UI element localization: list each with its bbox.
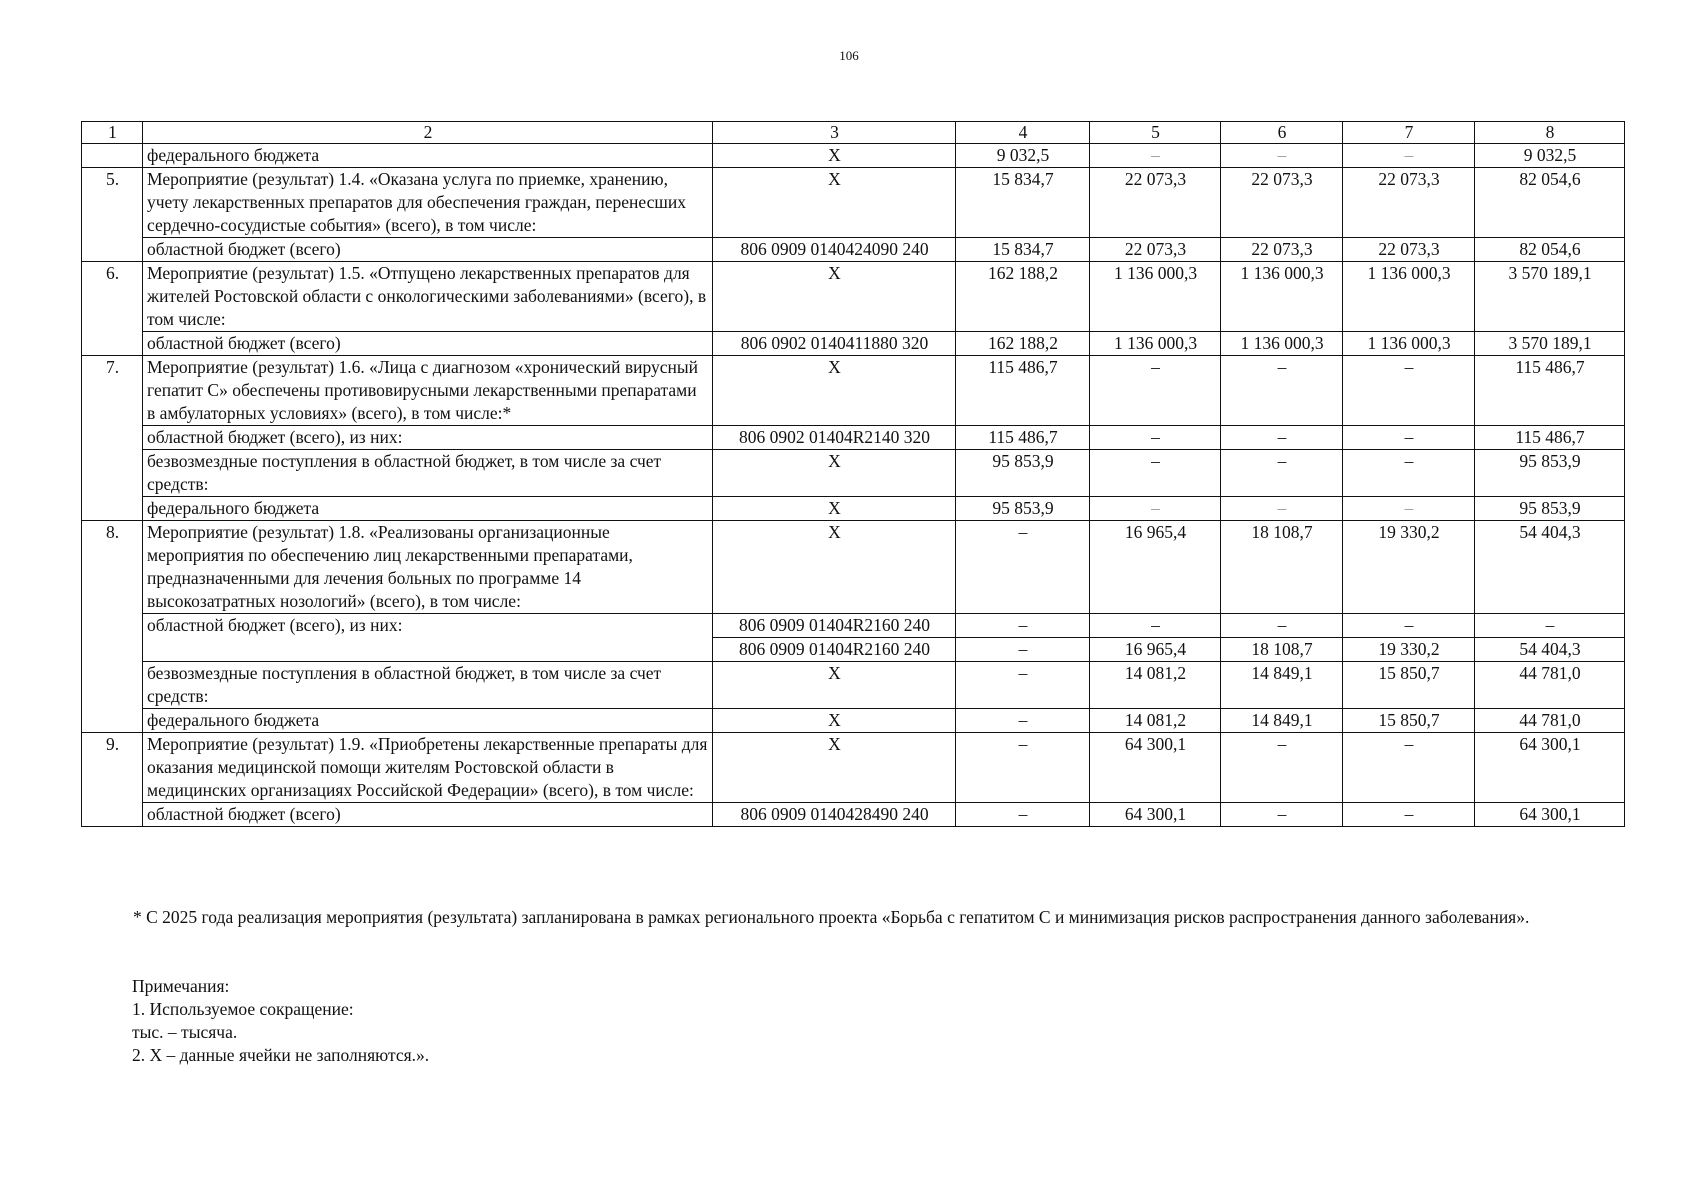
amount-cell-8: –: [1475, 614, 1625, 638]
amount-cell-4: –: [956, 709, 1090, 733]
amount-cell-4: –: [956, 614, 1090, 638]
description-cell: федерального бюджета: [143, 144, 713, 168]
budget-code-cell: X: [713, 168, 956, 238]
description-cell: областной бюджет (всего), из них:: [143, 614, 713, 662]
amount-cell-5: 14 081,2: [1090, 662, 1221, 709]
table-header-row: [82, 122, 1625, 144]
table-row: [82, 521, 1625, 614]
budget-code-cell: X: [713, 262, 956, 332]
budget-code-cell: X: [713, 709, 956, 733]
amount-cell-7: –: [1343, 450, 1475, 497]
amount-cell-7: 22 073,3: [1343, 238, 1475, 262]
amount-cell-7: –: [1343, 426, 1475, 450]
amount-cell-4: 115 486,7: [956, 426, 1090, 450]
amount-cell-5: –: [1090, 497, 1221, 521]
header-cell-7: 7: [1343, 122, 1475, 144]
amount-cell-7: –: [1343, 803, 1475, 827]
budget-code-cell: X: [713, 450, 956, 497]
amount-cell-5: 22 073,3: [1090, 168, 1221, 238]
description-cell: безвозмездные поступления в областной бюджет, в том числе за счет средств:: [143, 450, 713, 497]
amount-cell-7: 15 850,7: [1343, 662, 1475, 709]
amount-cell-4: 15 834,7: [956, 238, 1090, 262]
description-cell: Мероприятие (результат) 1.8. «Реализованы организационные мероприятия по обеспечению лиц лекарственными препаратами, предназначенными для лечения больных по программе 14 высокозатратных нозологий» (всего), в том числе:: [143, 521, 713, 614]
description-cell: Мероприятие (результат) 1.4. «Оказана услуга по приемке, хранению, учету лекарственных препаратов для обеспечения граждан, перенесших сердечно-сосудистые события» (всего), в том числе:: [143, 168, 713, 238]
budget-code-cell: 806 0902 0140411880 320: [713, 332, 956, 356]
amount-cell-6: –: [1221, 450, 1343, 497]
header-cell-3: 3: [713, 122, 956, 144]
table-row: [82, 168, 1625, 238]
notes-title: Примечания:: [132, 976, 230, 996]
table-row: [82, 709, 1625, 733]
notes-line-3: 2. X – данные ячейки не заполняются.».: [132, 1045, 430, 1065]
amount-cell-6: –: [1221, 144, 1343, 168]
description-cell: Мероприятие (результат) 1.9. «Приобретены лекарственные препараты для оказания медицинской помощи жителям Ростовской области в медицинских организациях Российской Федерации» (всего), в том числе:: [143, 733, 713, 803]
amount-cell-5: 16 965,4: [1090, 521, 1221, 614]
amount-cell-4: 15 834,7: [956, 168, 1090, 238]
row-number-cell: 9.: [82, 733, 143, 827]
description-cell: областной бюджет (всего), из них:: [143, 426, 713, 450]
amount-cell-5: 1 136 000,3: [1090, 262, 1221, 332]
amount-cell-4: 115 486,7: [956, 356, 1090, 426]
amount-cell-6: –: [1221, 733, 1343, 803]
amount-cell-8: 44 781,0: [1475, 709, 1625, 733]
budget-code-cell: 806 0909 01404R2160 240: [713, 638, 956, 662]
footnote: * С 2025 года реализация мероприятия (результата) запланирована в рамках регионального проекта «Борьба с гепатитом С и минимизация рисков распространения данного заболевания».: [133, 907, 1530, 927]
amount-cell-6: –: [1221, 614, 1343, 638]
amount-cell-6: –: [1221, 426, 1343, 450]
amount-cell-4: –: [956, 733, 1090, 803]
budget-table: [81, 121, 1625, 827]
amount-cell-4: 162 188,2: [956, 262, 1090, 332]
amount-cell-4: –: [956, 803, 1090, 827]
description-cell: областной бюджет (всего): [143, 332, 713, 356]
amount-cell-7: –: [1343, 733, 1475, 803]
amount-cell-5: –: [1090, 426, 1221, 450]
amount-cell-8: 64 300,1: [1475, 803, 1625, 827]
amount-cell-6: 18 108,7: [1221, 521, 1343, 614]
budget-code-cell: 806 0909 0140424090 240: [713, 238, 956, 262]
table-row: [82, 614, 1625, 638]
amount-cell-5: 22 073,3: [1090, 238, 1221, 262]
amount-cell-6: 22 073,3: [1221, 168, 1343, 238]
amount-cell-8: 82 054,6: [1475, 238, 1625, 262]
budget-code-cell: X: [713, 521, 956, 614]
table-row: [82, 238, 1625, 262]
description-cell: Мероприятие (результат) 1.5. «Отпущено лекарственных препаратов для жителей Ростовской области с онкологическими заболеваниями» (всего), в том числе:: [143, 262, 713, 332]
budget-code-cell: 806 0909 0140428490 240: [713, 803, 956, 827]
header-cell-4: 4: [956, 122, 1090, 144]
table-row: [82, 144, 1625, 168]
amount-cell-5: 14 081,2: [1090, 709, 1221, 733]
amount-cell-5: 64 300,1: [1090, 803, 1221, 827]
description-cell: безвозмездные поступления в областной бюджет, в том числе за счет средств:: [143, 662, 713, 709]
amount-cell-4: –: [956, 638, 1090, 662]
amount-cell-5: 16 965,4: [1090, 638, 1221, 662]
amount-cell-8: 95 853,9: [1475, 450, 1625, 497]
amount-cell-4: –: [956, 662, 1090, 709]
description-cell: Мероприятие (результат) 1.6. «Лица с диагнозом «хронический вирусный гепатит С» обеспечены противовирусными лекарственными препаратами в амбулаторных условиях» (всего), в том числе:*: [143, 356, 713, 426]
budget-code-cell: X: [713, 497, 956, 521]
row-number-cell: [82, 144, 143, 168]
amount-cell-8: 9 032,5: [1475, 144, 1625, 168]
amount-cell-4: 95 853,9: [956, 450, 1090, 497]
header-cell-1: 1: [82, 122, 143, 144]
amount-cell-7: 22 073,3: [1343, 168, 1475, 238]
row-number-cell: 5.: [82, 168, 143, 262]
amount-cell-7: 19 330,2: [1343, 521, 1475, 614]
description-cell: федерального бюджета: [143, 497, 713, 521]
notes-block: [132, 975, 429, 1067]
notes-line-2: тыс. – тысяча.: [132, 1022, 238, 1042]
amount-cell-7: –: [1343, 497, 1475, 521]
amount-cell-4: –: [956, 521, 1090, 614]
amount-cell-6: 1 136 000,3: [1221, 332, 1343, 356]
amount-cell-6: –: [1221, 803, 1343, 827]
amount-cell-5: –: [1090, 614, 1221, 638]
description-cell: областной бюджет (всего): [143, 803, 713, 827]
header-cell-2: 2: [143, 122, 713, 144]
amount-cell-7: –: [1343, 614, 1475, 638]
amount-cell-4: 9 032,5: [956, 144, 1090, 168]
description-cell: федерального бюджета: [143, 709, 713, 733]
table-row: [82, 662, 1625, 709]
amount-cell-6: –: [1221, 497, 1343, 521]
amount-cell-5: –: [1090, 356, 1221, 426]
amount-cell-8: 82 054,6: [1475, 168, 1625, 238]
amount-cell-5: 1 136 000,3: [1090, 332, 1221, 356]
budget-code-cell: X: [713, 144, 956, 168]
table-row: [82, 426, 1625, 450]
amount-cell-4: 95 853,9: [956, 497, 1090, 521]
row-number-cell: 8.: [82, 521, 143, 733]
amount-cell-8: 115 486,7: [1475, 356, 1625, 426]
table-row: [82, 497, 1625, 521]
budget-code-cell: X: [713, 356, 956, 426]
amount-cell-6: 1 136 000,3: [1221, 262, 1343, 332]
amount-cell-8: 54 404,3: [1475, 638, 1625, 662]
amount-cell-7: –: [1343, 356, 1475, 426]
amount-cell-8: 3 570 189,1: [1475, 332, 1625, 356]
header-cell-6: 6: [1221, 122, 1343, 144]
table-row: [82, 803, 1625, 827]
page-number: 106: [839, 48, 859, 63]
budget-code-cell: X: [713, 733, 956, 803]
notes-line-1: 1. Используемое сокращение:: [132, 999, 354, 1019]
amount-cell-6: 18 108,7: [1221, 638, 1343, 662]
amount-cell-7: 19 330,2: [1343, 638, 1475, 662]
table-row: [82, 356, 1625, 426]
amount-cell-7: 1 136 000,3: [1343, 262, 1475, 332]
amount-cell-8: 44 781,0: [1475, 662, 1625, 709]
amount-cell-8: 95 853,9: [1475, 497, 1625, 521]
amount-cell-6: 14 849,1: [1221, 709, 1343, 733]
amount-cell-4: 162 188,2: [956, 332, 1090, 356]
amount-cell-7: 15 850,7: [1343, 709, 1475, 733]
amount-cell-8: 115 486,7: [1475, 426, 1625, 450]
budget-code-cell: 806 0902 01404R2140 320: [713, 426, 956, 450]
table-row: [82, 733, 1625, 803]
table-row: [82, 450, 1625, 497]
row-number-cell: 7.: [82, 356, 143, 521]
header-cell-5: 5: [1090, 122, 1221, 144]
amount-cell-7: 1 136 000,3: [1343, 332, 1475, 356]
header-cell-8: 8: [1475, 122, 1625, 144]
table-row: [82, 262, 1625, 332]
amount-cell-8: 64 300,1: [1475, 733, 1625, 803]
amount-cell-6: 22 073,3: [1221, 238, 1343, 262]
row-number-cell: 6.: [82, 262, 143, 356]
amount-cell-7: –: [1343, 144, 1475, 168]
amount-cell-8: 3 570 189,1: [1475, 262, 1625, 332]
table-row: [82, 332, 1625, 356]
amount-cell-5: –: [1090, 450, 1221, 497]
budget-code-cell: 806 0909 01404R2160 240: [713, 614, 956, 638]
budget-code-cell: X: [713, 662, 956, 709]
amount-cell-6: 14 849,1: [1221, 662, 1343, 709]
amount-cell-5: –: [1090, 144, 1221, 168]
amount-cell-5: 64 300,1: [1090, 733, 1221, 803]
amount-cell-6: –: [1221, 356, 1343, 426]
amount-cell-8: 54 404,3: [1475, 521, 1625, 614]
description-cell: областной бюджет (всего): [143, 238, 713, 262]
